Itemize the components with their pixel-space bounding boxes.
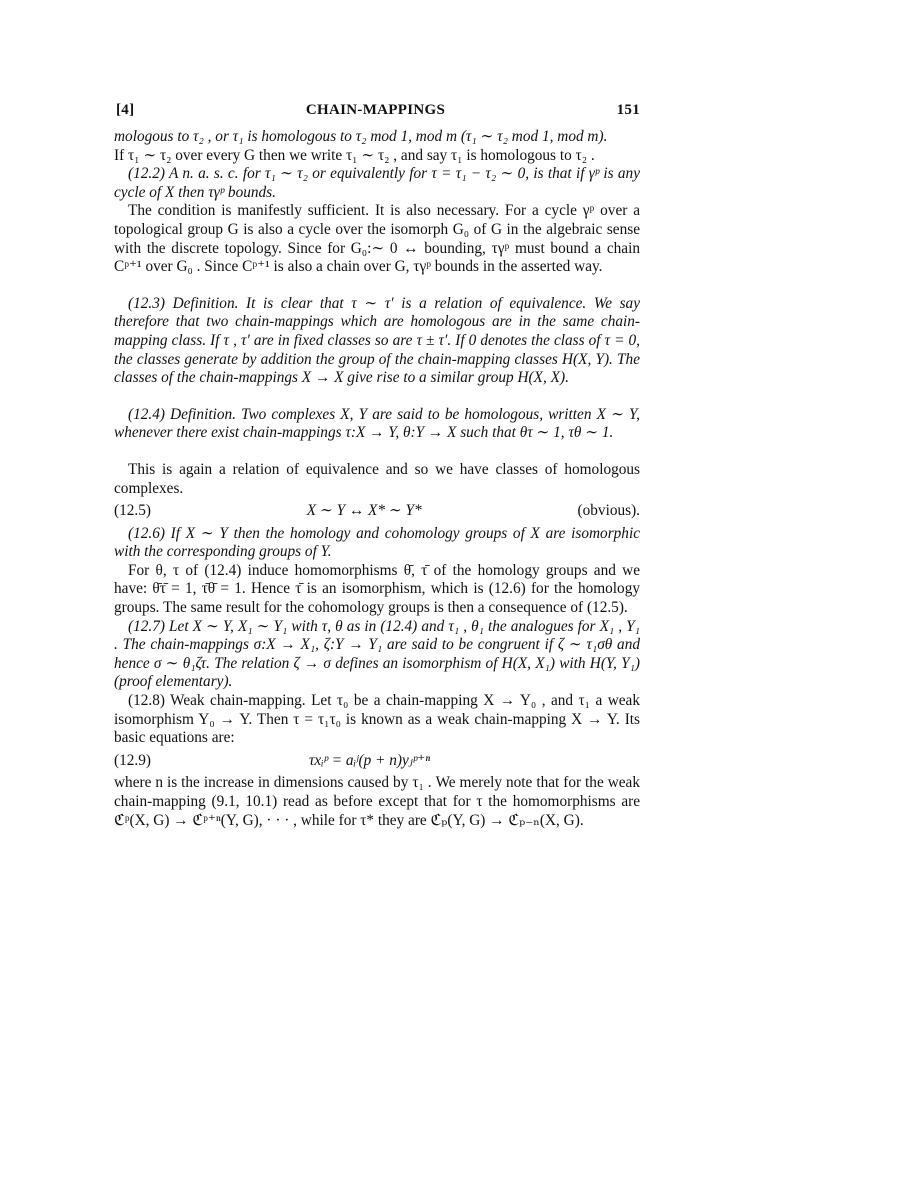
paragraph: If τ₁ ∼ τ₂ over every G then we write τ₁ ∼ τ₂ , and say τ₁ is homologous to τ₂ . (114, 146, 595, 164)
definition-12-4: (12.4) Definition. Two complexes X, Y are said to be homologous, written X ∼ Y, whenever there exist chain-mappings τ:X → Y, θ:Y → X such that θτ ∼ 1, τθ ∼ 1. (114, 405, 640, 442)
definition-12-3: (12.3) Definition. It is clear that τ ∼ τ′ is a relation of equivalence. We say therefore that two chain-mappings which are homologous are in the same chain-mapping class. If τ , τ′ are in fixed classes so are τ ± τ′. If 0 denotes the class of τ = 0, the classes generate by addition the group of the chain-mapping classes H(X, Y). The classes of the chain-mappings X → X give rise to a similar group H(X, X). (114, 294, 640, 387)
paragraph: For θ, τ of (12.4) induce homomorphisms θ̄, τ̄ of the homology groups and we have: θ̄τ̄ = 1, τ̄θ̄ = 1. Hence τ̄ is an isomorphism, which is (12.6) for the homology groups. The same result for the cohomology groups is then a consequence of (12.5). (114, 561, 640, 617)
running-title: CHAIN-MAPPINGS (305, 102, 446, 118)
equation-label: (12.5) (114, 502, 151, 520)
page-number: 151 (616, 102, 640, 118)
paragraph: This is again a relation of equivalence and so we have classes of homologous complexes. (114, 460, 640, 497)
section-marker: [4] (116, 102, 135, 118)
paragraph: where n is the increase in dimensions caused by τ₁ . We merely note that for the weak chain-mapping (9.1, 10.1) read as before except that for τ the homomorphisms are ℭᵖ(X, G) → ℭᵖ⁺ⁿ(Y, G), · · · , while for τ* they are ℭₚ(Y, G) → ℭₚ₋ₙ(X, G). (114, 774, 640, 829)
equation-formula: τxᵢᵖ = aᵢʲ(p + n)yⱼᵖ⁺ⁿ (308, 751, 431, 769)
paragraph: The condition is manifestly sufficient. It is also necessary. For a cycle γᵖ over a topological group G is also a cycle over the isomorph G₀ of G in the algebraic sense with the discrete topology. Since for G₀:∼ 0 ↔ bounding, τγᵖ must bound a chain Cᵖ⁺¹ over G₀ . Since Cᵖ⁺¹ is also a chain over G, τγᵖ bounds in the asserted way. (114, 202, 640, 276)
proposition-12-7: (12.7) Let X ∼ Y, X₁ ∼ Y₁ with τ, θ as in (12.4) and τ₁ , θ₁ the analogues for X₁ , Y₁ . The chain-mappings σ:X → X₁, ζ:Y → Y₁ are said to be congruent if ζ ∼ τ₁σθ and hence σ ∼ θ₁ζτ. The relation ζ → σ defines an isomorphism of H(X, X₁) with H(Y, Y₁) (proof elementary). (114, 617, 640, 691)
paragraph: mologous to τ₂ , or τ₁ is homologous to τ₂ mod 1, mod m (τ₁ ∼ τ₂ mod 1, mod m). (114, 128, 608, 145)
equation-formula: X ∼ Y ↔ X* ∼ Y* (306, 502, 422, 520)
proposition-12-6: (12.6) If X ∼ Y then the homology and cohomology groups of X are isomorphic with the corresponding groups of Y. (114, 524, 640, 561)
paragraph: (12.8) Weak chain-mapping. Let τ₀ be a chain-mapping X → Y₀ , and τ₁ a weak isomorphism Y₀ → Y. Then τ = τ₁τ₀ is known as a weak chain-mapping X → Y. Its basic equations are: (114, 692, 640, 747)
body-text (114, 128, 640, 830)
running-header (116, 102, 640, 119)
proposition-12-2: (12.2) A n. a. s. c. for τ₁ ∼ τ₂ or equivalently for τ = τ₁ − τ₂ ∼ 0, is that if γᵖ is any cycle of X then τγᵖ bounds. (114, 165, 640, 201)
equation-label: (12.9) (114, 751, 151, 769)
equation-12-5 (114, 502, 640, 521)
equation-note: (obvious). (577, 502, 640, 520)
equation-12-9 (114, 752, 640, 771)
